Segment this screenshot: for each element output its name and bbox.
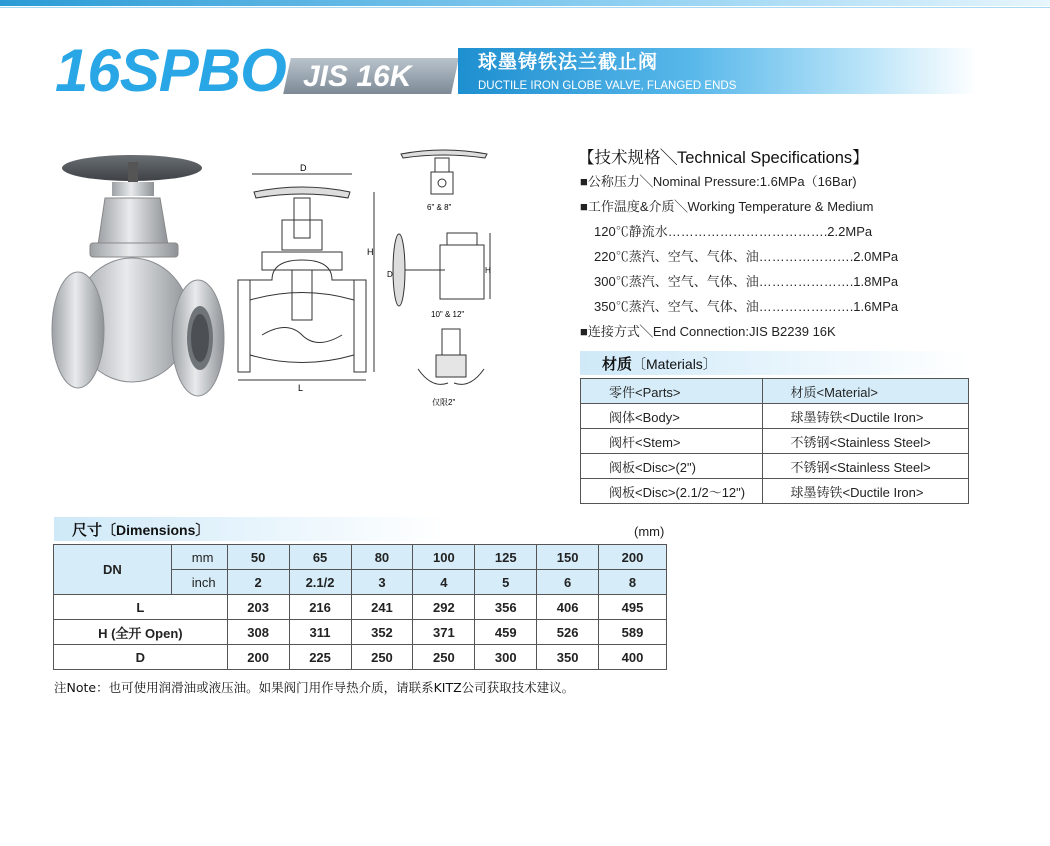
spec-temp-row: 300℃蒸汽、空气、气体、油………………….1.8MPa: [594, 274, 899, 289]
table-cell: 3: [351, 570, 413, 595]
spec-temp-row: 220℃蒸汽、空气、气体、油………………….2.0MPa: [594, 249, 899, 264]
table-cell: 2: [227, 570, 289, 595]
table-cell: 526: [537, 620, 599, 645]
gear-d-label: D: [387, 270, 393, 279]
only-2in-label: 仅限2": [432, 398, 456, 407]
table-cell: 225: [289, 645, 351, 670]
table-cell: 4: [413, 570, 475, 595]
sizes-small-label: 6" & 8": [427, 203, 452, 212]
spec-temp-heading: ■工作温度&介质╲Working Temperature & Medium: [580, 199, 874, 214]
table-cell: 100: [413, 545, 475, 570]
table-header-row: [581, 379, 969, 404]
table-cell: 292: [413, 595, 475, 620]
table-row: [581, 404, 969, 429]
table-cell: 406: [537, 595, 599, 620]
standard-badge: JIS 16K: [303, 60, 412, 93]
sizes-large-label: 10" & 12": [431, 310, 465, 319]
table-cell: 80: [351, 545, 413, 570]
table-cell: 8: [599, 570, 667, 595]
table-cell: 371: [413, 620, 475, 645]
table-cell: 6: [537, 570, 599, 595]
unit-note: (mm): [634, 524, 665, 539]
table-cell: 125: [475, 545, 537, 570]
table-cell: 495: [599, 595, 667, 620]
spec-pressure: ■公称压力╲Nominal Pressure:1.6MPa（16Bar): [580, 174, 857, 189]
materials-table: [580, 378, 969, 504]
table-cell: 阀体<Body>: [581, 404, 763, 429]
valve-section-drawing: [232, 160, 382, 400]
inch-label: inch: [171, 570, 227, 595]
handwheel-variant-small-drawing: [395, 140, 495, 215]
dim-d-label: D: [300, 163, 307, 173]
table-cell: 50: [227, 545, 289, 570]
table-cell: 241: [351, 595, 413, 620]
spec-temp-row: 120℃静流水……………………………….2.2MPa: [594, 224, 873, 239]
table-cell: 阀板<Disc>(2.1/2～12"): [581, 479, 763, 504]
table-cell: 589: [599, 620, 667, 645]
gear-h-label: H: [485, 266, 491, 275]
row-label: L: [54, 595, 228, 620]
table-cell: 65: [289, 545, 351, 570]
dim-h-label: H: [367, 247, 374, 257]
materials-title-en: 〔Materials〕: [632, 356, 717, 372]
table-cell: 459: [475, 620, 537, 645]
table-cell: 阀杆<Stem>: [581, 429, 763, 454]
table-cell: 400: [599, 645, 667, 670]
dn-header: DN: [54, 545, 172, 595]
table-cell: 250: [413, 645, 475, 670]
disc-detail-drawing: [412, 325, 492, 410]
dimensions-table: [53, 544, 667, 670]
table-header-cell: 零件<Parts>: [581, 379, 763, 404]
materials-title-cn: 材质: [602, 355, 633, 373]
row-label: D: [54, 645, 228, 670]
table-cell: 356: [475, 595, 537, 620]
dim-l-label: L: [298, 383, 304, 393]
table-cell: 球墨铸铁<Ductile Iron>: [762, 479, 968, 504]
table-cell: 阀板<Disc>(2"): [581, 454, 763, 479]
title-chinese: 球墨铸铁法兰截止阀: [478, 51, 659, 73]
materials-section-title: [602, 353, 717, 374]
table-cell: 216: [289, 595, 351, 620]
table-row: [54, 645, 667, 670]
table-cell: 200: [227, 645, 289, 670]
specs-heading: 【技术规格╲Technical Specifications】: [578, 149, 869, 167]
gear-variant-drawing: [385, 225, 500, 320]
table-cell: 2.1/2: [289, 570, 351, 595]
table-row: [581, 429, 969, 454]
table-row: [581, 454, 969, 479]
mm-label: mm: [171, 545, 227, 570]
table-cell: 203: [227, 595, 289, 620]
top-accent-bar: [0, 0, 1050, 6]
spec-temp-row: 350℃蒸汽、空气、气体、油………………….1.6MPa: [594, 299, 899, 314]
table-cell: 311: [289, 620, 351, 645]
table-row: [54, 620, 667, 645]
table-cell: 不锈钢<Stainless Steel>: [762, 429, 968, 454]
table-cell: 350: [537, 645, 599, 670]
table-cell: 不锈钢<Stainless Steel>: [762, 454, 968, 479]
table-cell: 200: [599, 545, 667, 570]
table-header-cell: 材质<Material>: [762, 379, 968, 404]
table-row: [581, 479, 969, 504]
table-cell: 308: [227, 620, 289, 645]
title-english: DUCTILE IRON GLOBE VALVE, FLANGED ENDS: [478, 80, 737, 92]
top-accent-line: [0, 7, 1050, 8]
dimensions-title-en: 〔Dimensions〕: [102, 522, 210, 538]
table-cell: 球墨铸铁<Ductile Iron>: [762, 404, 968, 429]
model-number: 16SPBO: [55, 37, 286, 104]
table-cell: 5: [475, 570, 537, 595]
table-cell: 150: [537, 545, 599, 570]
table-row-mm: [54, 545, 667, 570]
valve-photo: [50, 150, 230, 400]
table-cell: 352: [351, 620, 413, 645]
spec-connection: ■连接方式╲End Connection:JIS B2239 16K: [580, 324, 836, 339]
row-label: H (全开 Open): [54, 620, 228, 645]
table-row: [54, 595, 667, 620]
table-cell: 250: [351, 645, 413, 670]
table-cell: 300: [475, 645, 537, 670]
footnote: 注Note：也可使用润滑油或液压油。如果阀门用作导热介质，请联系KITZ公司获取技术建议。: [54, 680, 575, 695]
dimensions-title-cn: 尺寸: [72, 521, 103, 539]
dimensions-section-title: [72, 519, 209, 540]
